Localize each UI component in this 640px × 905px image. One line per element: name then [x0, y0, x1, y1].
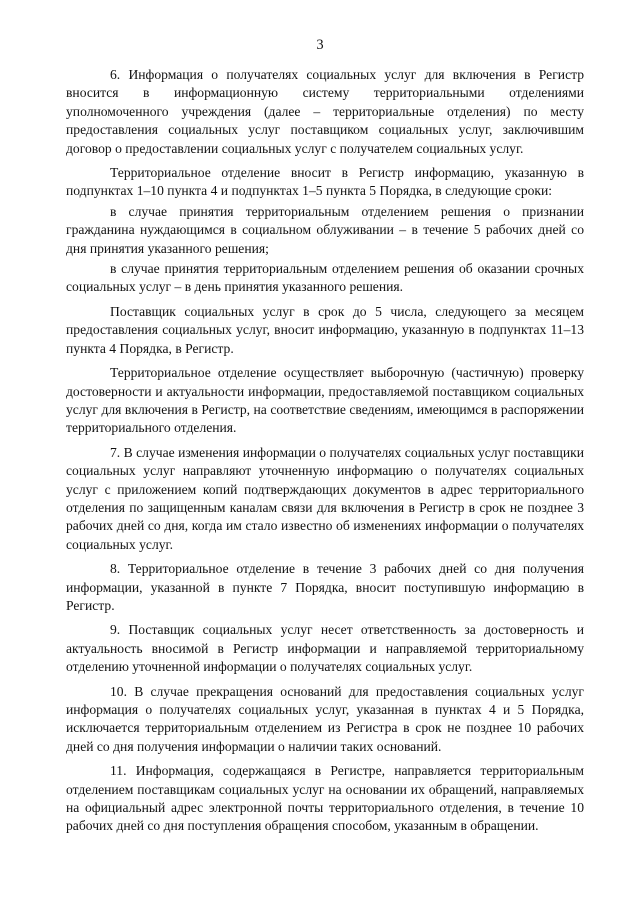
paragraph-item-6: 6. Информация о получателях социальных услуг для включения в Регистр вносится в информационную систему территориальными отделениями уполномоченного учреждения (далее – территориальные отделения) по месту предоставления социальных услуг поставщиком социальных услуг, заключившим договор о предоставлении социальных услуг с получателем социальных услуг. — [66, 67, 584, 156]
paragraph-item-8: 8. Территориальное отделение в течение 3 рабочих дней со дня получения информации, указанной в пункте 7 Порядка, вносит поступившую информацию в Регистр. — [66, 561, 584, 613]
paragraph-deadline-recognition: в случае принятия территориальным отделением решения о признании гражданина нуждающимся в социальном облуживании – в течение 5 рабочих дней со дня принятия указанного решения; — [66, 203, 584, 256]
paragraph-item-7: 7. В случае изменения информации о получателях социальных услуг поставщики социальных услуг направляют уточненную информацию о получателях социальных услуг с приложением копий подтверждающих документов в адрес территориального отделения по защищенным каналам связи для включения в Регистр в срок не позднее 3 рабочих дней со дня, когда им стало известно об изменениях информации о получателях социальных услуг. — [66, 444, 584, 552]
paragraph-item-10: 10. В случае прекращения оснований для предоставления социальных услуг информация о получателях социальных услуг, указанная в пунктах 4 и 5 Порядка, исключается территориальным отделением из Регистра в срок не позднее 10 рабочих дней со дня получения информации о наличии таких оснований. — [66, 683, 584, 754]
document-body — [66, 66, 584, 842]
paragraph-provider-deadline: Поставщик социальных услуг в срок до 5 числа, следующего за месяцем предоставления социальных услуг, вносит информацию, указанную в подпунктах 11–13 пункта 4 Порядка, в Регистр. — [66, 303, 584, 356]
paragraph-verification: Территориальное отделение осуществляет выборочную (частичную) проверку достоверности и актуальности информации, предоставляемой поставщиком социальных услуг для включения в Регистр, на соответствие сведениям, имеющимся в распоряжении территориального отделения. — [66, 365, 584, 436]
page-number: 3 — [316, 37, 324, 53]
paragraph-deadline-urgent: в случае принятия территориальным отделением решения об оказании срочных социальных услуг – в день принятия указанного решения. — [66, 261, 584, 295]
paragraph-deadlines-intro: Территориальное отделение вносит в Регистр информацию, указанную в подпунктах 1–10 пункта 4 и подпунктах 1–5 пункта 5 Порядка, в следующие сроки: — [66, 165, 584, 199]
paragraph-item-11: 11. Информация, содержащаяся в Регистре, направляется территориальным отделением поставщикам социальных услуг на основании их обращений, направляемых на официальный адрес электронной почты территориального отделения, в течение 10 рабочих дней со дня поступления обращения способом, указанным в обращении. — [66, 763, 584, 834]
paragraph-item-9: 9. Поставщик социальных услуг несет ответственность за достоверность и актуальность вносимой в Регистр информации и направляемой территориальному отделению уточненной информации о получателях социальных услуг. — [66, 622, 584, 675]
